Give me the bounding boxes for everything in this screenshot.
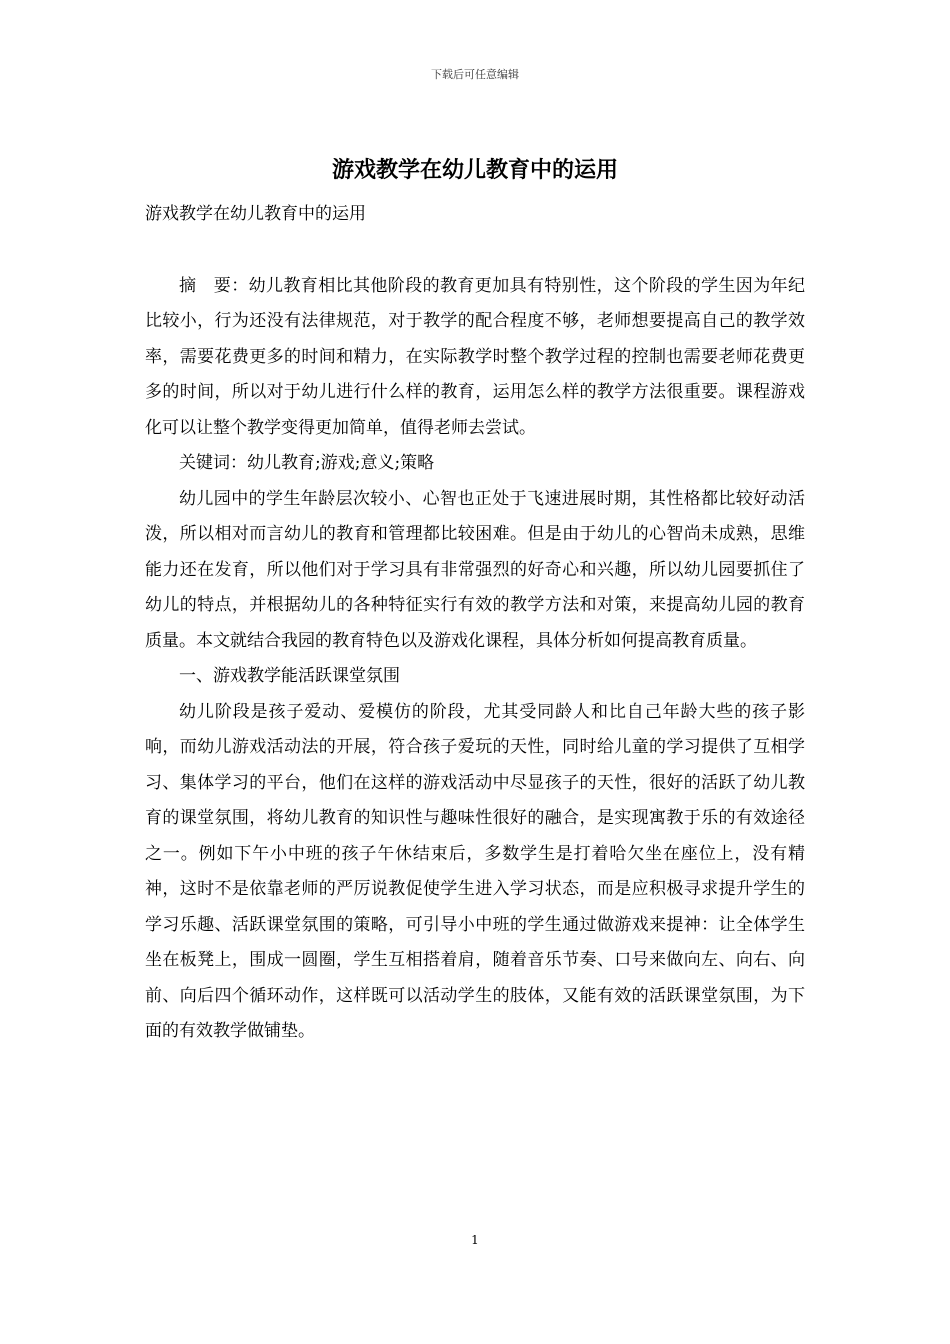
page-number: 1 [471, 1233, 479, 1247]
abstract-paragraph: 摘 要：幼儿教育相比其他阶段的教育更加具有特别性，这个阶段的学生因为年纪比较小，行为还没有法律规范，对于教学的配合程度不够，老师想要提高自己的教学效率，需要花费更多的时间和精力，在实际教学时整个教学过程的控制也需要老师花费更多的时间，所以对于幼儿进行什么样的教育，运用怎么样的教学方法很重要。课程游戏化可以让整个教学变得更加简单，值得老师去尝试。 [145, 275, 805, 438]
page-header-note: 下载后可任意编辑 [431, 68, 519, 81]
document-title: 游戏教学在幼儿教育中的运用 [331, 157, 618, 183]
blank-line [145, 233, 805, 269]
document-subtitle: 游戏教学在幼儿教育中的运用 [145, 204, 366, 224]
section-1-paragraph: 幼儿阶段是孩子爱动、爱模仿的阶段，尤其受同龄人和比自己年龄大些的孩子影响，而幼儿游戏活动法的开展，符合孩子爱玩的天性，同时给儿童的学习提供了互相学习、集体学习的平台，他们在这样的游戏活动中尽显孩子的天性，很好的活跃了幼儿教育的课堂氛围，将幼儿教育的知识性与趣味性很好的融合，是实现寓教于乐的有效途径之一。例如下午小中班的孩子午休结束后，多数学生是打着哈欠坐在座位上，没有精神，这时不是依靠老师的严厉说教促使学生进入学习状态，而是应积极寻求提升学生的学习乐趣、活跃课堂氛围的策略，可引导小中班的学生通过做游戏来提神：让全体学生坐在板凳上，围成一圆圈，学生互相搭着肩，随着音乐节奏、口号来做向左、向右、向前、向后四个循环动作，这样既可以活动学生的肢体，又能有效的活跃课堂氛围，为下面的有效教学做铺垫。 [145, 701, 805, 1041]
keywords-paragraph: 关键词：幼儿教育;游戏;意义;策略 [179, 453, 435, 473]
document-body [145, 197, 805, 1050]
section-1-heading: 一、游戏教学能活跃课堂氛围 [179, 666, 400, 686]
intro-paragraph: 幼儿园中的学生年龄层次较小、心智也正处于飞速进展时期，其性格都比较好动活泼，所以相对而言幼儿的教育和管理都比较困难。但是由于幼儿的心智尚未成熟，思维能力还在发育，所以他们对于学习具有非常强烈的好奇心和兴趣，所以幼儿园要抓住了幼儿的特点，并根据幼儿的各种特征实行有效的教学方法和对策，来提高幼儿园的教育质量。本文就结合我园的教育特色以及游戏化课程，具体分析如何提高教育质量。 [145, 488, 805, 651]
